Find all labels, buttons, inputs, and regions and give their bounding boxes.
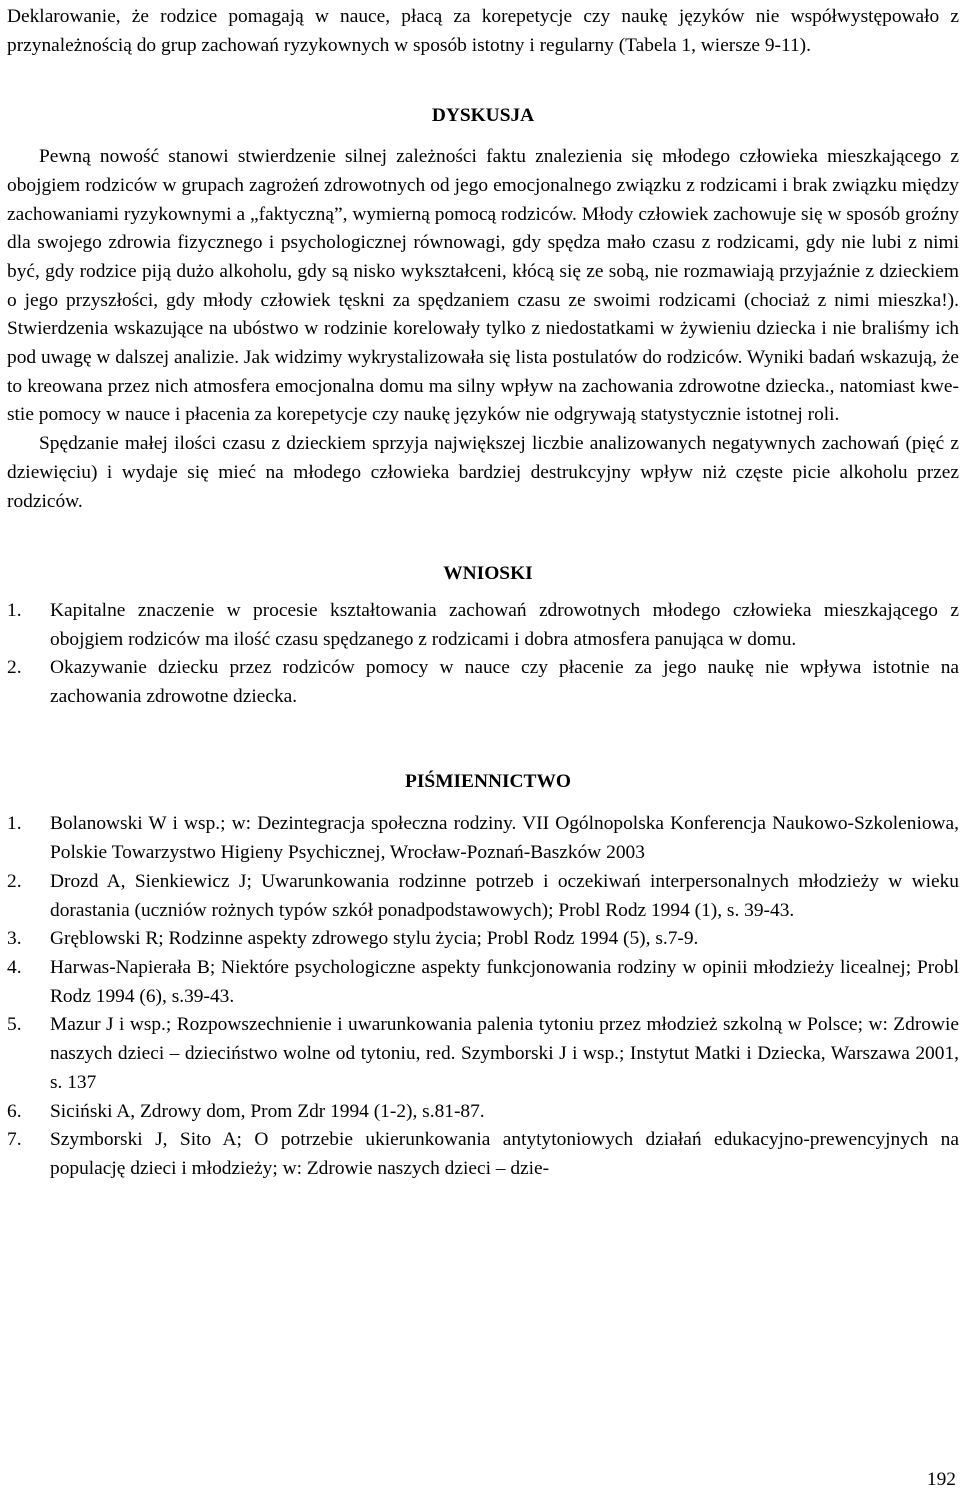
item-number: 1. [7,599,22,621]
literature-heading: PIŚMIENNICTWO [405,770,571,792]
item-text: Siciński A, Zdrowy dom, Prom Zdr 1994 (1-2), s.81-87. [50,1100,485,1122]
intro-paragraph: Deklarowanie, że rodzice pomagają w nauce, płacą za korepetycje czy naukę języków nie współwystępowało z przynależnością do grup zachowań ryzykownych w sposób istotny i regularny (Tabela 1, wiersze 9-11). [7,6,959,56]
conclusion-item [7,597,959,654]
item-text: Gręblowski R; Rodzinne aspekty zdrowego stylu życia; Probl Rodz 1994 (5), s.7-9. [50,928,699,950]
item-text: Okazywanie dziecku przez rodziców pomocy w nauce czy płacenie za jego naukę nie wpływa istotnie na zachowania zdrowotne dziecka. [50,657,959,708]
item-text: Drozd A, Sienkiewicz J; Uwarunkowania rodzinne potrzeb i oczekiwań interpersonalnych młodzieży w wieku dorastania (uczniów rożnych typów szkół ponadpodstawowych); Probl Rodz 1994 (1), s. 39-43. [50,870,959,921]
discussion-paragraph-1: Pewną nowość stanowi stwierdzenie silnej zależności faktu znalezienia się młodego człowieka mieszkającego z obojgiem rodziców w grupach zagrożeń zdrowotnych od jego emocjonalnego związku z rodzicami i brak związku między zachowaniami ryzykownymi a „faktyczną”, wymierną pomocą rodziców. Młody człowiek zachowuje się w sposób groźny dla swojego zdrowia fizycznego i psychologicznej równowagi, gdy spędza mało czasu z rodzicami, gdy nie lubi z nimi być, gdy rodzice piją dużo alkoholu, gdy są nisko wykształceni, kłócą się ze sobą, nie rozmawiają przyjaźnie z dzieckiem o jego przyszłości, gdy młody człowiek tęskni za spędzaniem czasu ze swoimi rodzicami (chociaż z nimi mieszka!). Stwierdzenia wskazujące na ubóstwo w rodzinie korelowały tylko z niedostatkami w żywieniu dziecka i nie braliśmy ich pod uwagę w dalszej analizie. Jak widzimy wykrystalizowała się lista postulatów do rodziców. Wyniki badań wskazują, że to kreowana przez nich atmosfera emocjonalna domu ma silny wpływ na zachowania zdrowotne dziecka., natomiast kwestie pomocy w nauce i płacenia za korepetycje czy naukę języków nie odgrywają statystycznie istotnej roli. [7,146,959,426]
conclusions-list [7,597,959,712]
reference-item [7,925,959,954]
item-number: 2. [7,870,22,892]
reference-item [7,868,959,925]
item-text: Szymborski J, Sito A; O potrzebie ukierunkowania antytytoniowych działań edukacyjno-prewencyjnych na populację dzieci i młodzieży; w: Zdrowie naszych dzieci – dzie- [50,1129,959,1179]
page-number: 192 [926,1469,956,1490]
conclusion-item [7,654,959,711]
discussion-heading: DYSKUSJA [431,105,535,127]
reference-item [7,810,959,867]
item-number: 5. [7,1014,22,1036]
item-text: Mazur J i wsp.; Rozpowszechnienie i uwarunkowania palenia tytoniu przez młodzież szkolną w Polsce; w: Zdrowie naszych dzieci – dzieciństwo wolne od tytoniu, red. Szymborski J i wsp.; Instytut Matki i Dziecka, Warszawa 2001, s. 137 [50,1014,959,1093]
reference-item [7,954,959,1011]
item-number: 6. [7,1100,22,1122]
reference-item [7,1011,959,1097]
discussion-paragraph-2: Spędzanie małej ilości czasu z dzieckiem sprzyja największej liczbie analizowanych negatywnych zachowań (pięć z dziewięciu) i wydaje się mieć na młodego człowieka bardziej destrukcyjny wpływ niż częste picie alkoholu przez rodziców. [7,433,959,512]
item-number: 4. [7,956,22,978]
reference-item [7,1098,959,1127]
item-text: Kapitalne znaczenie w procesie kształtowania zachowań zdrowotnych młodego człowieka mieszkającego z obojgiem rodziców ma ilość czasu spędzanego z rodzicami i dobra atmosfera panująca w domu. [50,599,959,650]
item-text: Bolanowski W i wsp.; w: Dezintegracja społeczna rodziny. VII Ogólnopolska Konferencja Naukowo-Szkoleniowa, Polskie Towarzystwo Higieny Psychicznej, Wrocław-Poznań-Baszków 2003 [50,813,959,864]
reference-item [7,1126,959,1183]
item-text: Harwas-Napierała B; Niektóre psychologiczne aspekty funkcjonowania rodziny w opinii młodzieży licealnej; Probl Rodz 1994 (6), s.39-43. [50,956,959,1007]
item-number: 1. [7,813,22,835]
item-number: 7. [7,1129,22,1151]
references-list [7,810,959,1183]
item-number: 3. [7,928,22,950]
document-page [7,0,959,1184]
item-number: 2. [7,657,22,679]
conclusions-heading: WNIOSKI [443,563,533,585]
